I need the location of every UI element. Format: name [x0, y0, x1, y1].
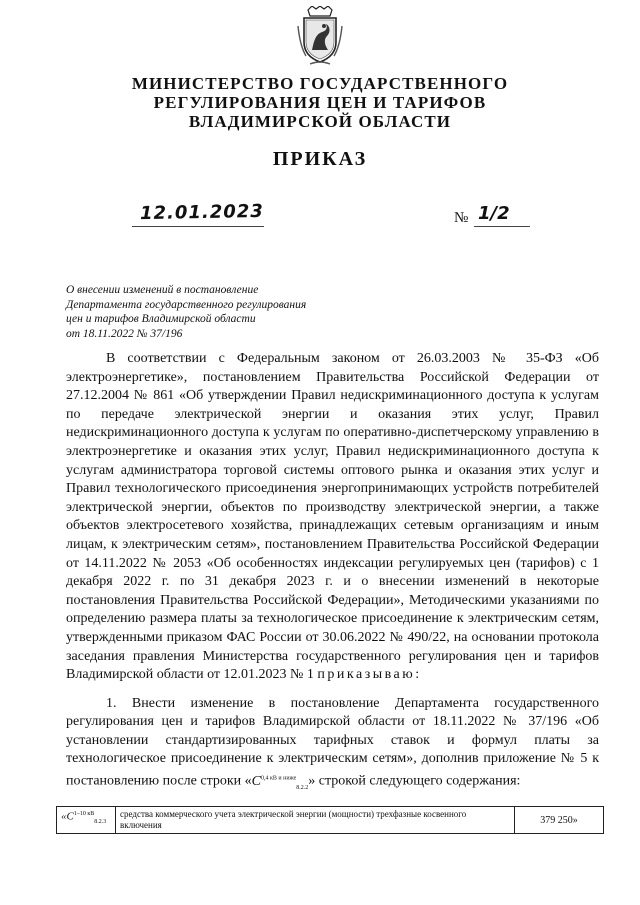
order-date: 12.01.2023	[139, 200, 265, 225]
orders-word: приказываю:	[317, 667, 422, 683]
item-1-paragraph	[66, 695, 599, 797]
preamble-paragraph	[66, 350, 599, 685]
table-cell-description: средства коммерческого учета электрической энергии (мощности) трехфазные косвенного включения	[116, 807, 515, 834]
subject-line-2: Департамента государственного регулирования	[66, 298, 307, 311]
item-1-text: 1. Внести изменение в постановление Департамента государственного регулирования цен и тарифов Владимирской области от 18.11.2022 № 37/196 «Об установлении стандартизированных тарифных ставок и формул платы за технологическое присоединение к электрическим сетям», дополнив приложение № 5 к постановлению после строки «	[66, 695, 599, 789]
item-1-text-end: » строкой следующего содержания:	[308, 773, 521, 789]
subject-line-1: О внесении изменений в постановление	[66, 284, 259, 296]
order-body	[66, 350, 599, 797]
org-name-line-3: ВЛАДИМИРСКОЙ ОБЛАСТИ	[188, 112, 452, 131]
org-name-line-1: МИНИСТЕРСТВО ГОСУДАРСТВЕННОГО	[131, 74, 509, 93]
subject-line-4: от 18.11.2022 № 37/196	[66, 327, 183, 340]
organization-name	[0, 74, 640, 131]
org-name-line-2: РЕГУЛИРОВАНИЯ ЦЕН И ТАРИФОВ	[153, 93, 487, 112]
document-type-title: ПРИКАЗ	[272, 148, 368, 170]
number-underline	[474, 226, 530, 227]
tariff-table	[56, 806, 604, 834]
number-sign: №	[454, 210, 469, 226]
order-subject	[66, 283, 346, 341]
table-cell-symbol: «$C^{1-10 кВ}_{8.2.3}$	[57, 807, 116, 834]
preamble-text: В соответствии с Федеральным законом от 26.03.2003 № 35-ФЗ «Об электроэнергетике», постановлением Правительства Российской Федерации от 27.12.2004 № 861 «Об утверждении Правил недискриминационного доступа к услугам по передаче электрической энергии и оказания этих услуг, Правил недискриминационного доступа к услугам по оперативно-диспетчерскому управлению в электроэнергетике и оказания этих услуг, Правил недискриминационного доступа к услугам администратора торговой системы оптового рынка и оказания этих услуг и Правил технологического присоединения энергопринимающих устройств потребителей электрической энергии, объектов по производству электрической энергии, а также объектов электросетевого хозяйства, принадлежащих сетевым организациям и иным лицам, к электрическим сетям», постановлением Правительства Российской Федерации от 14.11.2022 № 2053 «Об особенностях индексации регулируемых цен (тарифов) с 1 декабря 2022 г. по 31 декабря 2023 г. и о внесении изменений в некоторые постановления Правительства Российской Федерации», Методическими указаниями по определению размера платы за технологическое присоединение к электрическим сетям, утвержденными приказом ФАС России от 30.06.2022 № 490/22, на основании протокола заседания правления Министерства государственного регулирования цен и тарифов Владимирской области от 12.01.2023 № 1	[66, 351, 599, 683]
coat-of-arms-emblem	[296, 6, 344, 66]
tariff-symbol: $C^{0,4 кВ и ниже}_{8.2.2}$	[251, 773, 309, 791]
subject-line-3: цен и тарифов Владимирской области	[66, 313, 256, 325]
table-row	[57, 807, 604, 834]
table-cell-value: 379 250»	[515, 807, 604, 834]
date-underline	[132, 226, 264, 227]
order-number: 1/2	[478, 203, 510, 224]
